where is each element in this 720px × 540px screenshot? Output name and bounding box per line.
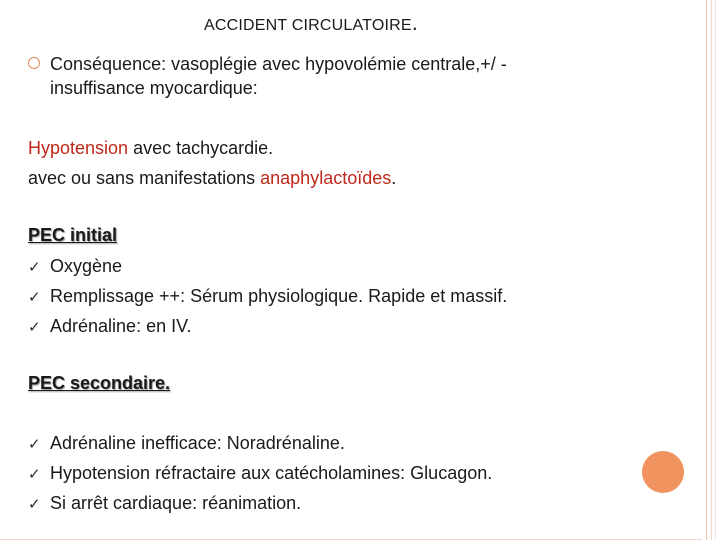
hypotension-line: Hypotension avec tachycardie. [28,138,274,158]
pec-initial-item: Remplissage ++: Sérum physiologique. Rapide et massif. [50,286,508,306]
pec-secondaire-item: Hypotension réfractaire aux catécholamines: Glucagon. [50,463,493,483]
check-icon: ✓ [28,319,41,336]
hypotension-term: Hypotension [28,138,129,158]
pec-initial-heading: PEC initial [28,225,118,245]
pec-initial-item: Oxygène [50,256,123,276]
check-icon: ✓ [28,436,41,453]
check-icon: ✓ [28,496,41,513]
anaphylactoides-term: anaphylactoïdes [260,168,392,188]
check-icon: ✓ [28,466,41,483]
slide-right-border [702,0,720,540]
pec-initial-item: Adrénaline: en IV. [50,316,192,336]
circle-bullet-icon [28,57,40,69]
slide-title: ACCIDENT CIRCULATOIRE. [204,10,419,35]
decorative-orange-circle [642,451,684,493]
pec-secondaire-heading: PEC secondaire. [28,373,171,393]
check-icon: ✓ [28,289,41,306]
manifestations-line: avec ou sans manifestations anaphylactoïdes. [28,168,397,188]
pec-secondaire-item: Adrénaline inefficace: Noradrénaline. [50,433,345,453]
consequence-line-1: Conséquence: vasoplégie avec hypovolémie centrale,+/ - [50,54,507,74]
consequence-line-2: insuffisance myocardique: [50,78,258,98]
check-icon: ✓ [28,259,41,276]
pec-secondaire-item: Si arrêt cardiaque: réanimation. [50,493,302,513]
